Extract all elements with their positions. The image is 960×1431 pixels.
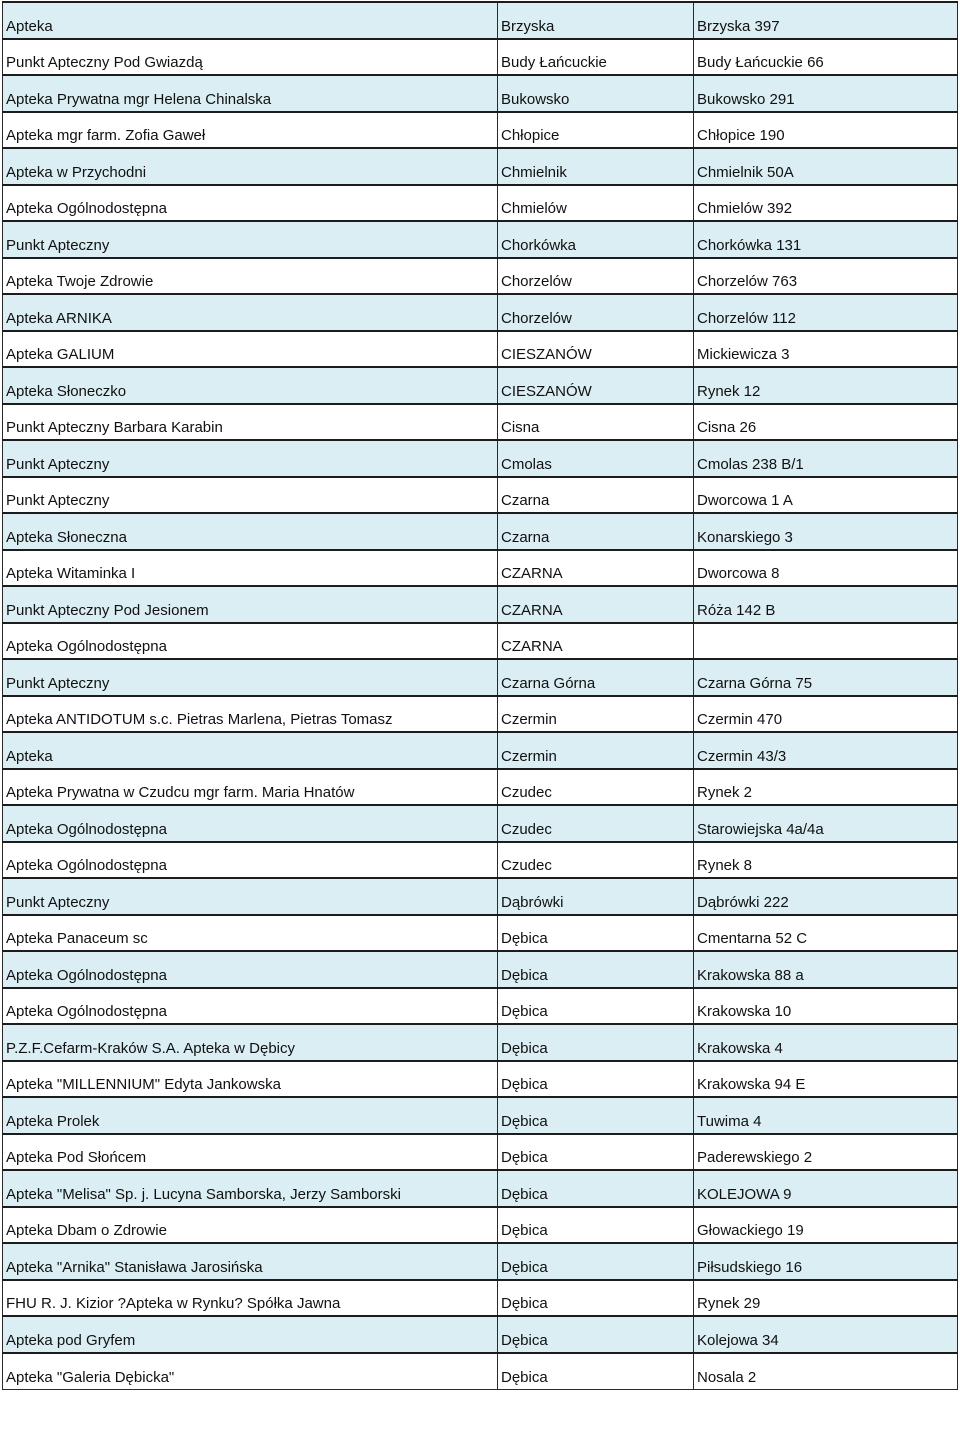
- pharmacy-name-cell: Apteka Pod Słońcem: [3, 1134, 498, 1171]
- table-row: [3, 769, 958, 806]
- address-cell: Mickiewicza 3: [694, 331, 958, 368]
- address-cell: Chorkówka 131: [694, 221, 958, 258]
- locality-cell: Chorzelów: [498, 258, 694, 295]
- locality-cell: Czarna: [498, 513, 694, 550]
- table-row: [3, 294, 958, 331]
- pharmacy-name-cell: Apteka Ogólnodostępna: [3, 623, 498, 660]
- address-cell: Chorzelów 112: [694, 294, 958, 331]
- address-cell: Cisna 26: [694, 404, 958, 441]
- pharmacy-name-cell: Apteka "Galeria Dębicka": [3, 1353, 498, 1390]
- locality-cell: CZARNA: [498, 550, 694, 587]
- address-cell: Chmielów 392: [694, 185, 958, 222]
- locality-cell: Dębica: [498, 1097, 694, 1134]
- address-cell: Paderewskiego 2: [694, 1134, 958, 1171]
- locality-cell: CIESZANÓW: [498, 331, 694, 368]
- pharmacy-name-cell: Apteka Panaceum sc: [3, 915, 498, 952]
- table-row: [3, 951, 958, 988]
- address-cell: Budy Łańcuckie 66: [694, 39, 958, 76]
- pharmacy-name-cell: Punkt Apteczny Barbara Karabin: [3, 404, 498, 441]
- locality-cell: Dębica: [498, 988, 694, 1025]
- pharmacy-name-cell: Punkt Apteczny Pod Jesionem: [3, 586, 498, 623]
- address-cell: Cmentarna 52 C: [694, 915, 958, 952]
- address-cell: [694, 623, 958, 660]
- table-row: [3, 148, 958, 185]
- pharmacy-name-cell: Punkt Apteczny Pod Gwiazdą: [3, 39, 498, 76]
- locality-cell: Dąbrówki: [498, 878, 694, 915]
- table-row: [3, 75, 958, 112]
- pharmacy-name-cell: Apteka "Melisa" Sp. j. Lucyna Samborska, Jerzy Samborski: [3, 1170, 498, 1207]
- address-cell: Czarna Górna 75: [694, 659, 958, 696]
- locality-cell: Budy Łańcuckie: [498, 39, 694, 76]
- locality-cell: Brzyska: [498, 2, 694, 39]
- locality-cell: Czermin: [498, 732, 694, 769]
- locality-cell: Czarna Górna: [498, 659, 694, 696]
- table-row: [3, 112, 958, 149]
- table-row: [3, 805, 958, 842]
- address-cell: Rynek 29: [694, 1280, 958, 1317]
- table-row: [3, 842, 958, 879]
- table-row: [3, 440, 958, 477]
- address-cell: Krakowska 4: [694, 1024, 958, 1061]
- table-row: [3, 878, 958, 915]
- pharmacy-name-cell: Apteka ANTIDOTUM s.c. Pietras Marlena, Pietras Tomasz: [3, 696, 498, 733]
- address-cell: Dworcowa 8: [694, 550, 958, 587]
- pharmacy-name-cell: Apteka GALIUM: [3, 331, 498, 368]
- pharmacy-table-body: [3, 2, 958, 1389]
- table-row: [3, 2, 958, 39]
- table-row: [3, 1280, 958, 1317]
- pharmacy-name-cell: Apteka Ogólnodostępna: [3, 842, 498, 879]
- pharmacy-name-cell: P.Z.F.Cefarm-Kraków S.A. Apteka w Dębicy: [3, 1024, 498, 1061]
- address-cell: Krakowska 88 a: [694, 951, 958, 988]
- locality-cell: CZARNA: [498, 623, 694, 660]
- table-row: [3, 1061, 958, 1098]
- address-cell: Bukowsko 291: [694, 75, 958, 112]
- address-cell: Chmielnik 50A: [694, 148, 958, 185]
- table-row: [3, 477, 958, 514]
- locality-cell: Cmolas: [498, 440, 694, 477]
- table-row: [3, 331, 958, 368]
- address-cell: Rynek 12: [694, 367, 958, 404]
- table-row: [3, 659, 958, 696]
- table-row: [3, 513, 958, 550]
- address-cell: Dworcowa 1 A: [694, 477, 958, 514]
- table-row: [3, 258, 958, 295]
- locality-cell: Dębica: [498, 951, 694, 988]
- address-cell: Głowackiego 19: [694, 1207, 958, 1244]
- table-row: [3, 623, 958, 660]
- pharmacy-name-cell: Apteka: [3, 732, 498, 769]
- locality-cell: Czermin: [498, 696, 694, 733]
- address-cell: Brzyska 397: [694, 2, 958, 39]
- table-row: [3, 1243, 958, 1280]
- pharmacy-name-cell: Apteka Twoje Zdrowie: [3, 258, 498, 295]
- pharmacy-name-cell: Apteka Słoneczko: [3, 367, 498, 404]
- locality-cell: Dębica: [498, 1134, 694, 1171]
- pharmacy-name-cell: Apteka Witaminka I: [3, 550, 498, 587]
- pharmacy-name-cell: Punkt Apteczny: [3, 477, 498, 514]
- pharmacy-name-cell: Punkt Apteczny: [3, 440, 498, 477]
- table-row: [3, 988, 958, 1025]
- pharmacy-name-cell: Apteka Prywatna mgr Helena Chinalska: [3, 75, 498, 112]
- table-row: [3, 221, 958, 258]
- address-cell: Tuwima 4: [694, 1097, 958, 1134]
- table-row: [3, 1024, 958, 1061]
- locality-cell: Dębica: [498, 915, 694, 952]
- pharmacy-name-cell: Apteka "Arnika" Stanisława Jarosińska: [3, 1243, 498, 1280]
- locality-cell: Chłopice: [498, 112, 694, 149]
- pharmacy-name-cell: Apteka "MILLENNIUM" Edyta Jankowska: [3, 1061, 498, 1098]
- locality-cell: Dębica: [498, 1243, 694, 1280]
- pharmacy-name-cell: Apteka Prolek: [3, 1097, 498, 1134]
- address-cell: Starowiejska 4a/4a: [694, 805, 958, 842]
- locality-cell: Dębica: [498, 1207, 694, 1244]
- address-cell: Róża 142 B: [694, 586, 958, 623]
- locality-cell: Bukowsko: [498, 75, 694, 112]
- table-row: [3, 915, 958, 952]
- locality-cell: Dębica: [498, 1316, 694, 1353]
- pharmacy-name-cell: Apteka w Przychodni: [3, 148, 498, 185]
- pharmacy-name-cell: Apteka Ogólnodostępna: [3, 185, 498, 222]
- table-row: [3, 1316, 958, 1353]
- address-cell: Krakowska 10: [694, 988, 958, 1025]
- address-cell: Nosala 2: [694, 1353, 958, 1390]
- locality-cell: CZARNA: [498, 586, 694, 623]
- locality-cell: Dębica: [498, 1024, 694, 1061]
- table-row: [3, 404, 958, 441]
- locality-cell: Dębica: [498, 1353, 694, 1390]
- address-cell: Chłopice 190: [694, 112, 958, 149]
- locality-cell: Czudec: [498, 769, 694, 806]
- locality-cell: Czarna: [498, 477, 694, 514]
- table-row: [3, 185, 958, 222]
- table-row: [3, 1207, 958, 1244]
- address-cell: Dąbrówki 222: [694, 878, 958, 915]
- pharmacy-name-cell: Punkt Apteczny: [3, 878, 498, 915]
- address-cell: Krakowska 94 E: [694, 1061, 958, 1098]
- locality-cell: Czudec: [498, 805, 694, 842]
- pharmacy-name-cell: Apteka Ogólnodostępna: [3, 805, 498, 842]
- locality-cell: Dębica: [498, 1061, 694, 1098]
- table-row: [3, 586, 958, 623]
- locality-cell: Cisna: [498, 404, 694, 441]
- address-cell: Kolejowa 34: [694, 1316, 958, 1353]
- table-row: [3, 1170, 958, 1207]
- locality-cell: Chmielów: [498, 185, 694, 222]
- pharmacy-name-cell: Apteka mgr farm. Zofia Gaweł: [3, 112, 498, 149]
- pharmacy-name-cell: FHU R. J. Kizior ?Apteka w Rynku? Spółka Jawna: [3, 1280, 498, 1317]
- locality-cell: Czudec: [498, 842, 694, 879]
- table-row: [3, 550, 958, 587]
- pharmacy-name-cell: Apteka Ogólnodostępna: [3, 951, 498, 988]
- pharmacy-name-cell: Apteka Słoneczna: [3, 513, 498, 550]
- table-row: [3, 1134, 958, 1171]
- pharmacy-name-cell: Apteka Dbam o Zdrowie: [3, 1207, 498, 1244]
- address-cell: KOLEJOWA 9: [694, 1170, 958, 1207]
- table-row: [3, 1353, 958, 1390]
- pharmacy-name-cell: Punkt Apteczny: [3, 659, 498, 696]
- table-row: [3, 39, 958, 76]
- address-cell: Rynek 2: [694, 769, 958, 806]
- pharmacy-name-cell: Apteka ARNIKA: [3, 294, 498, 331]
- address-cell: Chorzelów 763: [694, 258, 958, 295]
- locality-cell: Chorkówka: [498, 221, 694, 258]
- pharmacy-name-cell: Apteka: [3, 2, 498, 39]
- pharmacy-name-cell: Apteka pod Gryfem: [3, 1316, 498, 1353]
- pharmacy-name-cell: Apteka Prywatna w Czudcu mgr farm. Maria Hnatów: [3, 769, 498, 806]
- pharmacy-name-cell: Apteka Ogólnodostępna: [3, 988, 498, 1025]
- address-cell: Piłsudskiego 16: [694, 1243, 958, 1280]
- locality-cell: Dębica: [498, 1170, 694, 1207]
- address-cell: Konarskiego 3: [694, 513, 958, 550]
- locality-cell: Dębica: [498, 1280, 694, 1317]
- pharmacy-table: [2, 1, 958, 1390]
- pharmacy-name-cell: Punkt Apteczny: [3, 221, 498, 258]
- address-cell: Czermin 470: [694, 696, 958, 733]
- address-cell: Czermin 43/3: [694, 732, 958, 769]
- table-row: [3, 1097, 958, 1134]
- address-cell: Rynek 8: [694, 842, 958, 879]
- locality-cell: Chorzelów: [498, 294, 694, 331]
- address-cell: Cmolas 238 B/1: [694, 440, 958, 477]
- locality-cell: CIESZANÓW: [498, 367, 694, 404]
- table-row: [3, 696, 958, 733]
- table-row: [3, 367, 958, 404]
- table-row: [3, 732, 958, 769]
- locality-cell: Chmielnik: [498, 148, 694, 185]
